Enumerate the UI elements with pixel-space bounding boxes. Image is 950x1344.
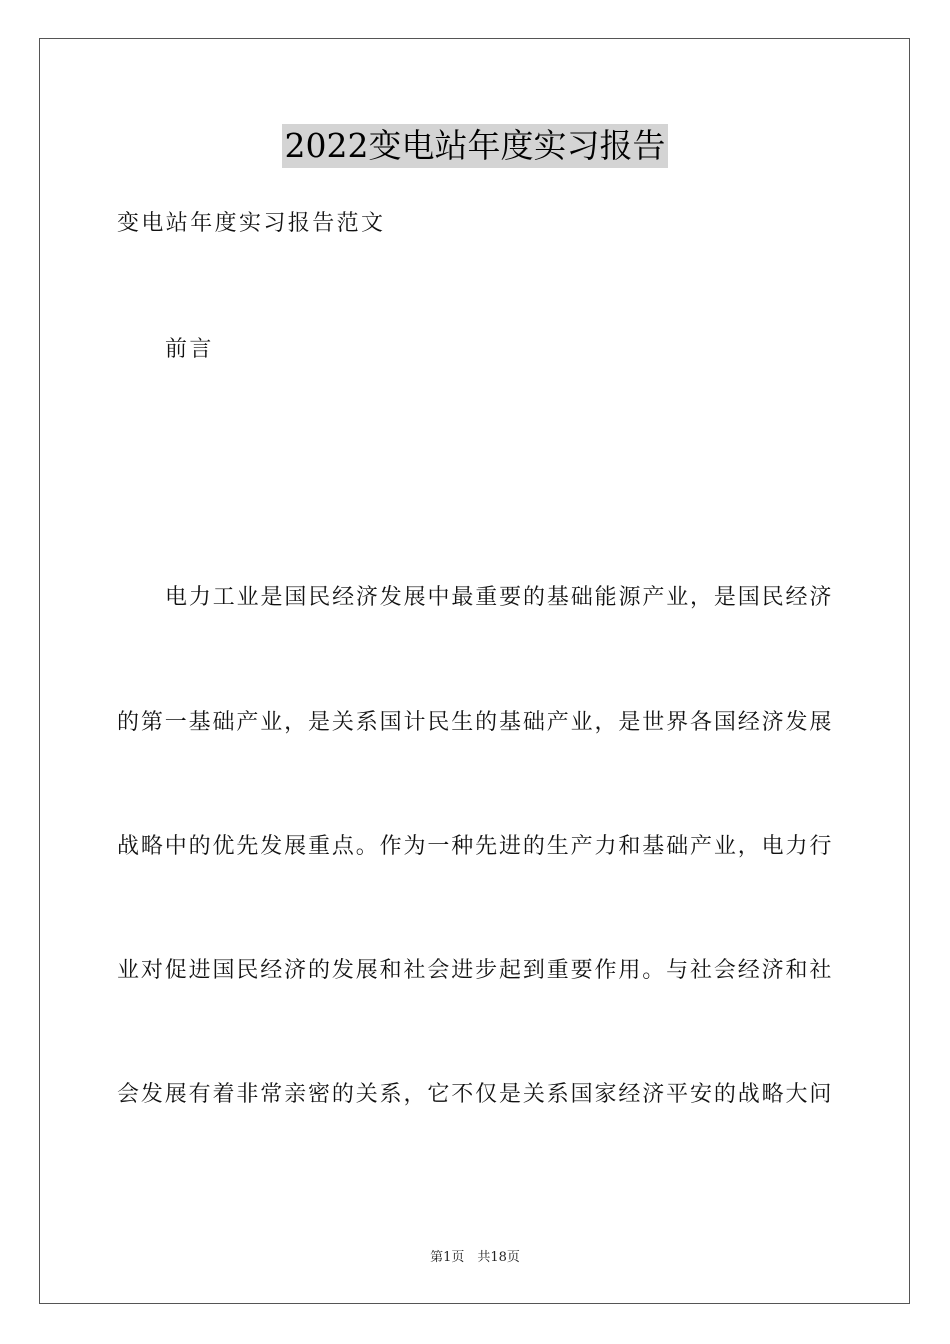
page-number-footer: 第1页 共18页: [430, 1250, 520, 1265]
paragraph-line-1: 电力工业是国民经济发展中最重要的基础能源产业，是国民经济: [165, 585, 833, 610]
document-subtitle: 变电站年度实习报告范文: [117, 211, 386, 236]
title-container: [0, 124, 950, 168]
paragraph-line-5: 会发展有着非常亲密的关系，它不仅是关系国家经济平安的战略大问: [117, 1082, 833, 1107]
document-title: 2022变电站年度实习报告: [282, 124, 669, 168]
paragraph-line-2: 的第一基础产业，是关系国计民生的基础产业，是世界各国经济发展: [117, 710, 833, 735]
paragraph-line-4: 业对促进国民经济的发展和社会进步起到重要作用。与社会经济和社: [117, 958, 833, 983]
preface-heading: 前言: [165, 337, 214, 362]
paragraph-line-3: 战略中的优先发展重点。作为一种先进的生产力和基础产业，电力行: [117, 834, 833, 859]
